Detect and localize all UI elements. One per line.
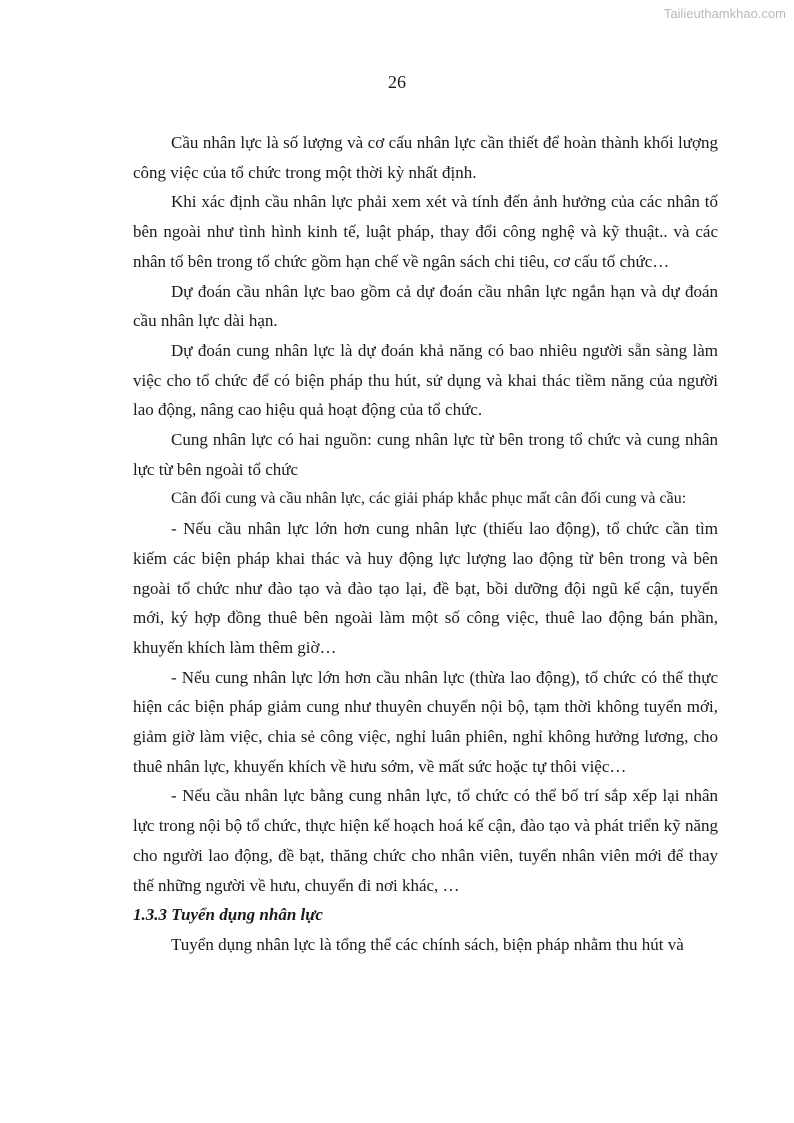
list-item-shortage: - Nếu cầu nhân lực lớn hơn cung nhân lực (thiếu lao động), tổ chức cần tìm kiếm các biện pháp khai thác và huy động lực lượng lao động từ bên trong và bên ngoài tổ chức như đào tạo và đào tạo lại, đề bạt, bồi dưỡng đội ngũ kế cận, tuyển mới, ký hợp đồng thuê bên ngoài làm một số công việc, thuê lao động bán phần, khuyến khích làm thêm giờ… (133, 519, 718, 657)
list-item-surplus: - Nếu cung nhân lực lớn hơn cầu nhân lực (thừa lao động), tổ chức có thể thực hiện các biện pháp giảm cung như thuyên chuyển nội bộ, tạm thời không tuyển mới, giảm giờ làm việc, chia sẻ công việc, nghỉ luân phiên, nghỉ không hưởng lương, cho thuê nhân lực, khuyến khích về hưu sớm, về mất sức hoặc tự thôi việc… (133, 667, 718, 776)
paragraph-balance-intro: Cân đối cung và cầu nhân lực, các giải pháp khắc phục mất cân đối cung và cầu: (171, 490, 687, 508)
paragraph-recruitment: Tuyển dụng nhân lực là tổng thể các chính sách, biện pháp nhằm thu hút và (171, 934, 684, 954)
list-item-balance: - Nếu cầu nhân lực bằng cung nhân lực, tổ chức có thể bố trí sắp xếp lại nhân lực trong nội bộ tổ chức, thực hiện kế hoạch hoá kế cận, đào tạo và phát triển kỹ năng cho người lao động, đề bạt, thăng chức cho nhân viên, tuyển nhân viên mới để thay thế những người về hưu, chuyển đi nơi khác, … (133, 786, 718, 895)
paragraph-labor-demand-definition: Cầu nhân lực là số lượng và cơ cấu nhân lực cần thiết để hoàn thành khối lượng công việc của tổ chức trong một thời kỳ nhất định. (133, 133, 718, 182)
section-heading: 1.3.3 Tuyển dụng nhân lực (133, 905, 323, 925)
paragraph-demand-factors: Khi xác định cầu nhân lực phải xem xét và tính đến ảnh hưởng của các nhân tố bên ngoài như tình hình kinh tế, luật pháp, thay đổi công nghệ và kỹ thuật.. và các nhân tố bên trong tổ chức gồm hạn chế về ngân sách chi tiêu, cơ cấu tổ chức… (133, 192, 718, 271)
document-body (133, 128, 718, 960)
paragraph-supply-forecast: Dự đoán cung nhân lực là dự đoán khả năng có bao nhiêu người sẵn sàng làm việc cho tổ chức để có biện pháp thu hút, sử dụng và khai thác tiềm năng của người lao động, nâng cao hiệu quả hoạt động của tổ chức. (133, 340, 718, 420)
paragraph-supply-sources: Cung nhân lực có hai nguồn: cung nhân lực từ bên trong tổ chức và cung nhân lực từ bên ngoài tổ chức (133, 430, 718, 479)
watermark-text: Tailieuthamkhao.com (663, 6, 786, 21)
paragraph-demand-forecast: Dự đoán cầu nhân lực bao gồm cả dự đoán cầu nhân lực ngắn hạn và dự đoán cầu nhân lực dài hạn. (133, 281, 718, 331)
page-number: 26 (388, 72, 406, 92)
